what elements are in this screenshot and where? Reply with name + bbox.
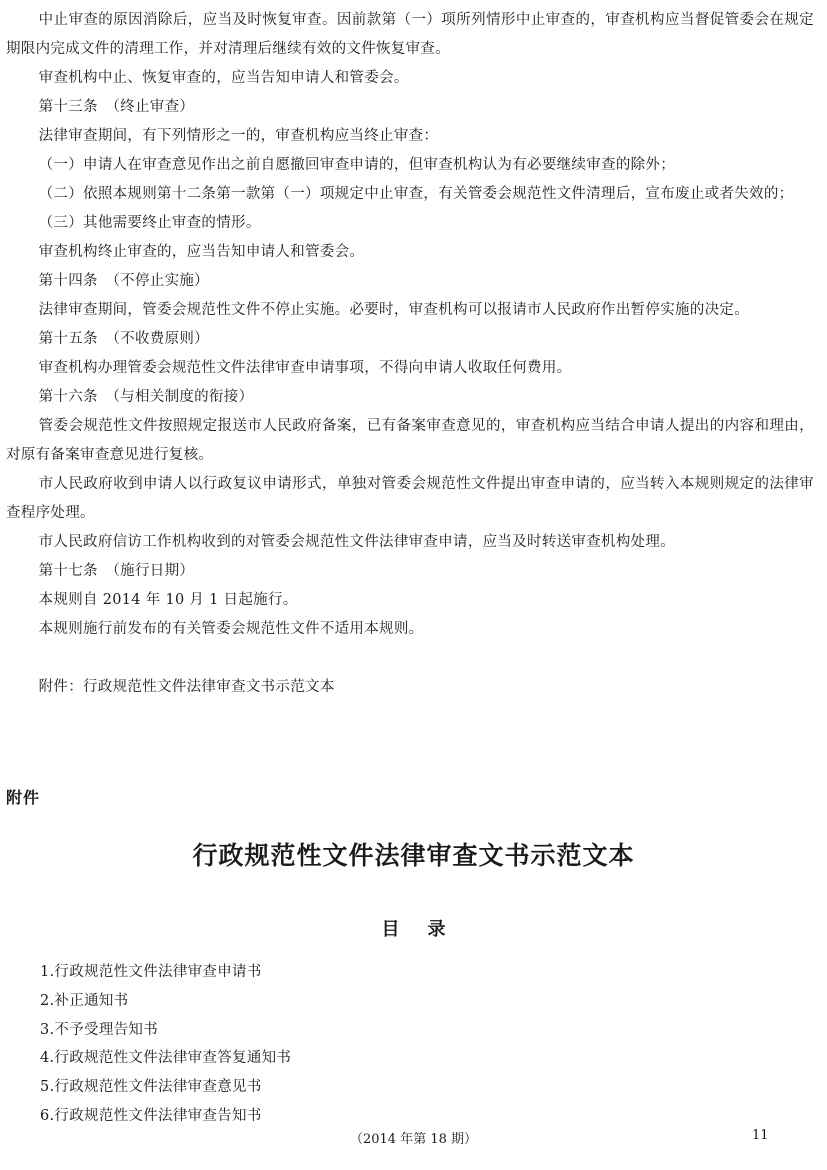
article-heading: 第十六条 （与相关制度的衔接）: [38, 389, 254, 405]
article-heading: 第十四条 （不停止实施）: [38, 273, 209, 289]
paragraph: 审查机构中止、恢复审查的，应当告知申请人和管委会。: [38, 70, 409, 86]
page-number: 11: [752, 1128, 769, 1143]
paragraph: 审查机构办理管委会规范性文件法律审查申请事项，不得向申请人收取任何费用。: [38, 360, 572, 376]
paragraph: 市人民政府信访工作机构收到的对管委会规范性文件法律审查申请，应当及时转送审查机构处理。: [38, 534, 676, 550]
list-item: （二）依照本规则第十二条第一款第（一）项规定中止审查，有关管委会规范性文件清理后，宣布废止或者失效的；: [38, 186, 794, 202]
toc-item: 2.补正通知书: [40, 992, 129, 1009]
paragraph: 法律审查期间，管委会规范性文件不停止实施。必要时，审查机构可以报请市人民政府作出暂停实施的决定。: [38, 302, 750, 318]
toc-item: 4.行政规范性文件法律审查答复通知书: [40, 1050, 292, 1067]
toc-item: 1.行政规范性文件法律审查申请书: [40, 964, 262, 980]
article-heading: 第十五条 （不收费原则）: [38, 331, 209, 347]
list-item: （一）申请人在审查意见作出之前自愿撤回审查申请的，但审查机构认为有必要继续审查的除外；: [38, 157, 676, 173]
paragraph: 审查机构终止审查的，应当告知申请人和管委会。: [38, 244, 365, 260]
paragraph: 本规则自 2014 年 10 月 1 日起施行。: [38, 592, 298, 608]
document-title: 行政规范性文件法律审查文书示范文本: [192, 841, 635, 870]
toc-item: 5.行政规范性文件法律审查意见书: [40, 1079, 262, 1096]
paragraph: 本规则施行前发布的有关管委会规范性文件不适用本规则。: [38, 621, 424, 637]
attachment-note: 附件：行政规范性文件法律审查文书示范文本: [38, 679, 335, 695]
blank-line: [6, 644, 814, 673]
attachment-label: 附件: [6, 788, 41, 807]
toc-item: 6.行政规范性文件法律审查告知书: [40, 1107, 262, 1124]
toc-list: [40, 958, 291, 1131]
body-text: [6, 6, 814, 702]
paragraph: 中止审查的原因消除后，应当及时恢复审查。因前款第（一）项所列情形中止审查的，审查机构应当督促管委会在规定期限内完成文件的清理工作，并对清理后继续有效的文件恢复审查。: [6, 12, 814, 57]
paragraph: 市人民政府收到申请人以行政复议申请形式，单独对管委会规范性文件提出审查申请的，应当转入本规则规定的法律审查程序处理。: [6, 476, 814, 521]
toc-item: 3.不予受理告知书: [40, 1021, 159, 1038]
article-heading: 第十三条 （终止审查）: [38, 99, 195, 115]
toc-title: 目录: [381, 919, 474, 940]
paragraph: 法律审查期间，有下列情形之一的，审查机构应当终止审查：: [38, 128, 439, 144]
footer-issue: （2014 年第 18 期）: [349, 1132, 478, 1147]
paragraph: 管委会规范性文件按照规定报送市人民政府备案，已有备案审查意见的，审查机构应当结合申请人提出的内容和理由，对原有备案审查意见进行复核。: [6, 418, 814, 463]
article-heading: 第十七条 （施行日期）: [38, 563, 195, 579]
list-item: （三）其他需要终止审查的情形。: [38, 215, 261, 231]
